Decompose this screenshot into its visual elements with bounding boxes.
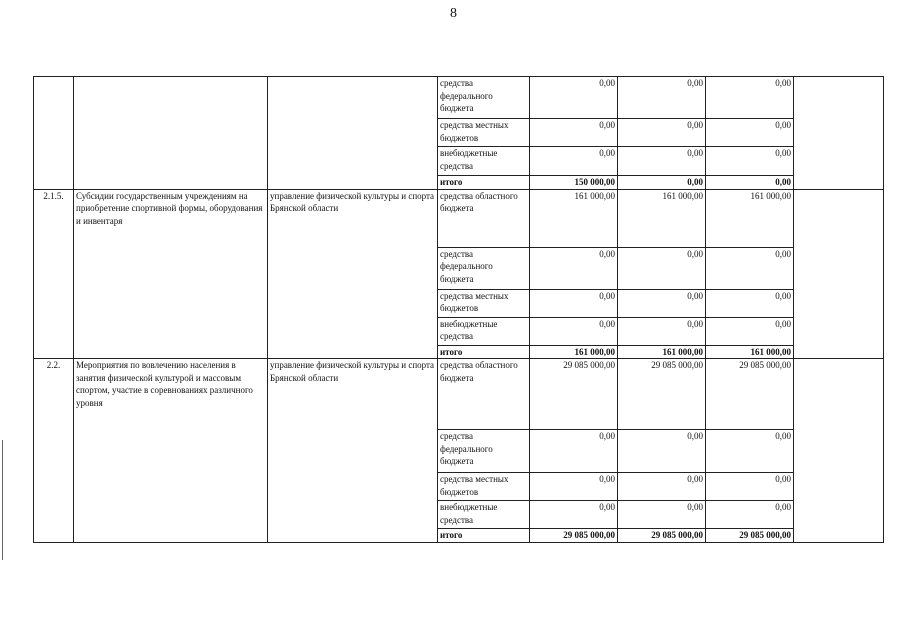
item-executor: управление физической культуры и спорта Брянской области (268, 359, 438, 543)
executor-cell (268, 77, 438, 190)
value-cell: 0,00 (618, 147, 706, 176)
value-cell: 0,00 (706, 247, 794, 289)
value-cell: 0,00 (618, 77, 706, 119)
value-cell: 0,00 (706, 501, 794, 529)
total-value: 0,00 (618, 176, 706, 190)
value-cell: 0,00 (530, 119, 618, 147)
item-executor: управление физической культуры и спорта Брянской области (268, 189, 438, 359)
item-number: 2.1.5. (34, 189, 74, 359)
source-cell: средства местных бюджетов (438, 119, 530, 147)
value-cell: 0,00 (530, 501, 618, 529)
item-number: 2.2. (34, 359, 74, 543)
value-cell: 161 000,00 (706, 189, 794, 247)
table-row (34, 359, 884, 430)
value-cell: 0,00 (618, 430, 706, 473)
value-cell: 29 085 000,00 (618, 359, 706, 430)
page-number: 8 (450, 6, 457, 21)
source-cell: средства областного бюджета (438, 189, 530, 247)
value-cell: 0,00 (530, 289, 618, 317)
table-row (34, 189, 884, 247)
value-cell: 0,00 (530, 247, 618, 289)
value-cell: 0,00 (706, 317, 794, 345)
total-value: 161 000,00 (706, 345, 794, 359)
total-value: 150 000,00 (530, 176, 618, 190)
value-cell: 0,00 (618, 289, 706, 317)
value-cell: 0,00 (706, 119, 794, 147)
value-cell: 0,00 (706, 430, 794, 473)
total-value: 29 085 000,00 (706, 529, 794, 543)
total-value: 0,00 (706, 176, 794, 190)
value-cell: 0,00 (706, 77, 794, 119)
value-cell: 0,00 (530, 430, 618, 473)
value-cell: 0,00 (530, 77, 618, 119)
value-cell: 161 000,00 (530, 189, 618, 247)
source-cell: средства местных бюджетов (438, 289, 530, 317)
table-row (34, 77, 884, 119)
total-value: 29 085 000,00 (530, 529, 618, 543)
value-cell: 0,00 (618, 119, 706, 147)
source-cell: средства местных бюджетов (438, 473, 530, 501)
value-cell: 0,00 (530, 147, 618, 176)
value-cell: 161 000,00 (618, 189, 706, 247)
source-cell: средства областного бюджета (438, 359, 530, 430)
source-cell: внебюджетные средства (438, 317, 530, 345)
value-cell: 0,00 (618, 317, 706, 345)
value-cell: 29 085 000,00 (706, 359, 794, 430)
note-cell (794, 189, 884, 359)
total-label: итого (438, 176, 530, 190)
item-name: Мероприятия по вовлечению населения в занятия физической культурой и массовым спортом, участие в соревнованиях различного уровня (74, 359, 268, 543)
total-value: 161 000,00 (618, 345, 706, 359)
source-cell: внебюджетные средства (438, 147, 530, 176)
total-label: итого (438, 529, 530, 543)
source-cell: средства федерального бюджета (438, 247, 530, 289)
note-cell (794, 359, 884, 543)
scan-edge-line (2, 440, 3, 560)
source-cell: средства федерального бюджета (438, 77, 530, 119)
source-cell: средства федерального бюджета (438, 430, 530, 473)
note-cell (794, 77, 884, 190)
value-cell: 0,00 (618, 501, 706, 529)
total-label: итого (438, 345, 530, 359)
value-cell: 29 085 000,00 (530, 359, 618, 430)
value-cell: 0,00 (706, 473, 794, 501)
budget-table (33, 76, 884, 543)
value-cell: 0,00 (530, 473, 618, 501)
value-cell: 0,00 (706, 289, 794, 317)
total-value: 29 085 000,00 (618, 529, 706, 543)
total-value: 161 000,00 (530, 345, 618, 359)
num-cell (34, 77, 74, 190)
item-name: Субсидии государственным учреждениям на приобретение спортивной формы, оборудования и инвентаря (74, 189, 268, 359)
value-cell: 0,00 (706, 147, 794, 176)
name-cell (74, 77, 268, 190)
value-cell: 0,00 (618, 473, 706, 501)
source-cell: внебюджетные средства (438, 501, 530, 529)
value-cell: 0,00 (618, 247, 706, 289)
value-cell: 0,00 (530, 317, 618, 345)
